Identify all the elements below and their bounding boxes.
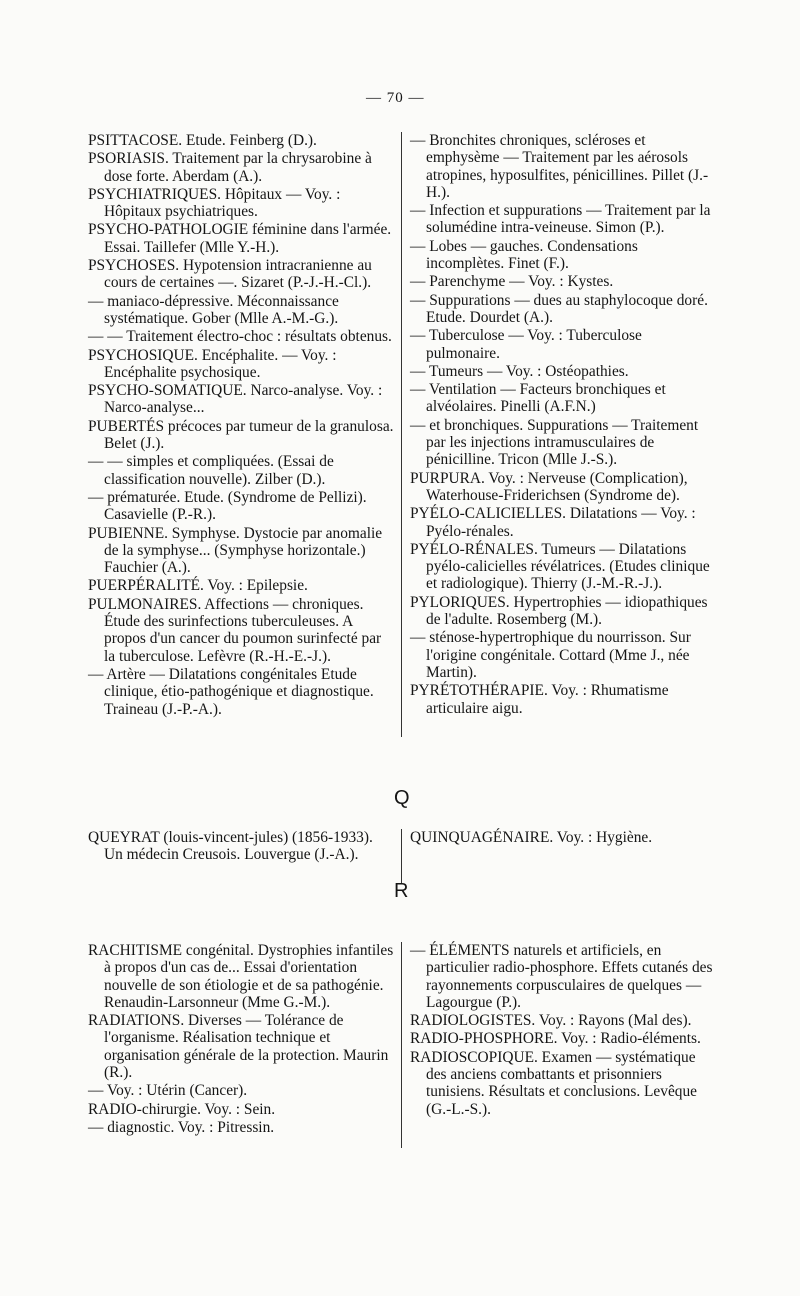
index-entry: PSYCHO-SOMATIQUE. Narco-analyse. Voy. : Narco-analyse...	[88, 382, 383, 417]
index-entry: RADIO-chirurgie. Voy. : Sein.	[88, 1100, 276, 1118]
index-entry: RACHITISME congénital. Dystrophies infantiles à propos d'un cas de... Essai d'orientation nouvelle de son étiologie et de sa pathogénie. Renaudin-Larsonneur (Mme G.-M.).	[88, 942, 394, 1011]
index-entry: PYÉLO-RÉNALES. Tumeurs — Dilatations pyélo-calicielles révélatrices. (Etudes clinique et radiologique). Thierry (J.-M.-R.-J.).	[410, 540, 710, 593]
section-r-right-column	[410, 942, 718, 1119]
index-entry: PYÉLO-CALICIELLES. Dilatations — Voy. : Pyélo-rénales.	[410, 505, 696, 540]
section-q-right-column	[410, 829, 718, 847]
section-letter-q: Q	[394, 787, 410, 809]
page-number: — 70 —	[366, 90, 425, 106]
index-entry: — Ventilation — Facteurs bronchiques et alvéolaires. Pinelli (A.F.N.)	[410, 381, 666, 416]
index-entry: — Tumeurs — Voy. : Ostéopathies.	[410, 362, 629, 380]
index-entry: — Lobes — gauches. Condensations incomplètes. Finet (F.).	[410, 237, 638, 273]
index-entry: — — Traitement électro-choc : résultats obtenus.	[88, 328, 392, 346]
index-entry: — Artère — Dilatations congénitales Etude clinique, étio-pathogénique et diagnostique. Traineau (J.-P.-A.).	[88, 665, 374, 718]
index-entry: PUBIENNE. Symphyse. Dystocie par anomalie de la symphyse... (Symphyse horizontale.) Fauchier (A.).	[88, 524, 383, 577]
index-entry: — Suppurations — dues au staphylocoque doré. Etude. Dourdet (A.).	[410, 291, 708, 326]
section-p-left-column	[88, 132, 394, 719]
index-entry: — Tuberculose — Voy. : Tuberculose pulmonaire.	[410, 327, 642, 362]
index-entry: PSORIASIS. Traitement par la chrysarobine à dose forte. Aberdam (A.).	[88, 150, 372, 185]
index-entry: QUINQUAGÉNAIRE. Voy. : Hygiène.	[410, 829, 653, 846]
index-entry: PUBERTÉS précoces par tumeur de la granulosa. Belet (J.).	[88, 417, 394, 453]
index-entry: RADIOSCOPIQUE. Examen — systématique des anciens combattants et prisonniers tunisiens. Résultats et conclusions. Levêque (G.-L.-S.).	[410, 1048, 697, 1118]
index-entry: PSYCHIATRIQUES. Hôpitaux — Voy. : Hôpitaux psychiatriques.	[88, 185, 341, 221]
column-divider	[401, 829, 402, 883]
index-entry: RADIATIONS. Diverses — Tolérance de l'organisme. Réalisation technique et organisation générale de la protection. Maurin (R.).	[88, 1012, 389, 1082]
index-entry: — diagnostic. Voy. : Pitressin.	[88, 1118, 275, 1136]
index-entry: PSYCHOSES. Hypotension intracranienne au cours de certaines —. Sizaret (P.-J.-H.-Cl.).	[88, 257, 372, 292]
index-entry: PYRÉTOTHÉRAPIE. Voy. : Rhumatisme articulaire aigu.	[410, 682, 669, 717]
index-entry: QUEYRAT (louis-vincent-jules) (1856-1933). Un médecin Creusois. Louvergue (J.-A.).	[88, 829, 373, 864]
index-entry: RADIOLOGISTES. Voy. : Rayons (Mal des).	[410, 1012, 692, 1030]
index-entry: — maniaco-dépressive. Méconnaissance systématique. Gober (Mlle A.-M.-G.).	[88, 292, 339, 327]
index-entry: — prématurée. Etude. (Syndrome de Pellizi). Casavielle (P.-R.).	[88, 488, 367, 524]
index-entry: RADIO-PHOSPHORE. Voy. : Radio-éléments.	[410, 1030, 701, 1048]
index-entry: — Infection et suppurations — Traitement par la solumédine intra-veineuse. Simon (P.).	[410, 202, 711, 237]
column-divider	[401, 942, 402, 1148]
index-entry: PSITTACOSE. Etude. Feinberg (D.).	[88, 132, 317, 149]
index-entry: — Bronchites chroniques, scléroses et emphysème — Traitement par les aérosols atropines, hyposulfites, pénicillines. Pillet (J.-H.).	[410, 132, 709, 201]
index-entry: PURPURA. Voy. : Nerveuse (Complication), Waterhouse-Friderichsen (Syndrome de).	[410, 469, 688, 504]
section-r-left-column	[88, 942, 394, 1137]
column-divider	[401, 132, 402, 737]
section-p-right-column	[410, 132, 718, 718]
index-entry: — ÉLÉMENTS naturels et artificiels, en particulier radio-phosphore. Effets cutanés des rayonnements corpusculaires de quelques — Lagourgue (P.).	[410, 942, 713, 1011]
index-entry: PUERPÉRALITÉ. Voy. : Epilepsie.	[88, 577, 308, 595]
section-q-left-column	[88, 829, 394, 865]
index-entry: — — simples et compliquées. (Essai de classification nouvelle). Zilber (D.).	[88, 453, 334, 488]
index-entry: — sténose-hypertrophique du nourrisson. Sur l'origine congénitale. Cottard (Mme J., née Martin).	[410, 629, 691, 681]
index-entry: — Parenchyme — Voy. : Kystes.	[410, 273, 614, 291]
index-entry: PULMONAIRES. Affections — chroniques. Étude des surinfections tuberculeuses. A propos d'un cancer du poumon surinfecté par la tuberculose. Lefèvre (R.-H.-E.-J.).	[88, 595, 382, 665]
index-entry: — et bronchiques. Suppurations — Traitement par les injections intramusculaires de pénicilline. Tricon (Mlle J.-S.).	[410, 416, 699, 469]
index-entry: PSYCHO-PATHOLOGIE féminine dans l'armée. Essai. Taillefer (Mlle Y.-H.).	[88, 221, 392, 256]
index-entry: — Voy. : Utérin (Cancer).	[88, 1082, 248, 1100]
index-entry: PSYCHOSIQUE. Encéphalite. — Voy. : Encéphalite psychosique.	[88, 346, 337, 381]
section-letter-r: R	[394, 880, 409, 902]
index-entry: PYLORIQUES. Hypertrophies — idiopathiques de l'adulte. Rosemberg (M.).	[410, 593, 708, 629]
